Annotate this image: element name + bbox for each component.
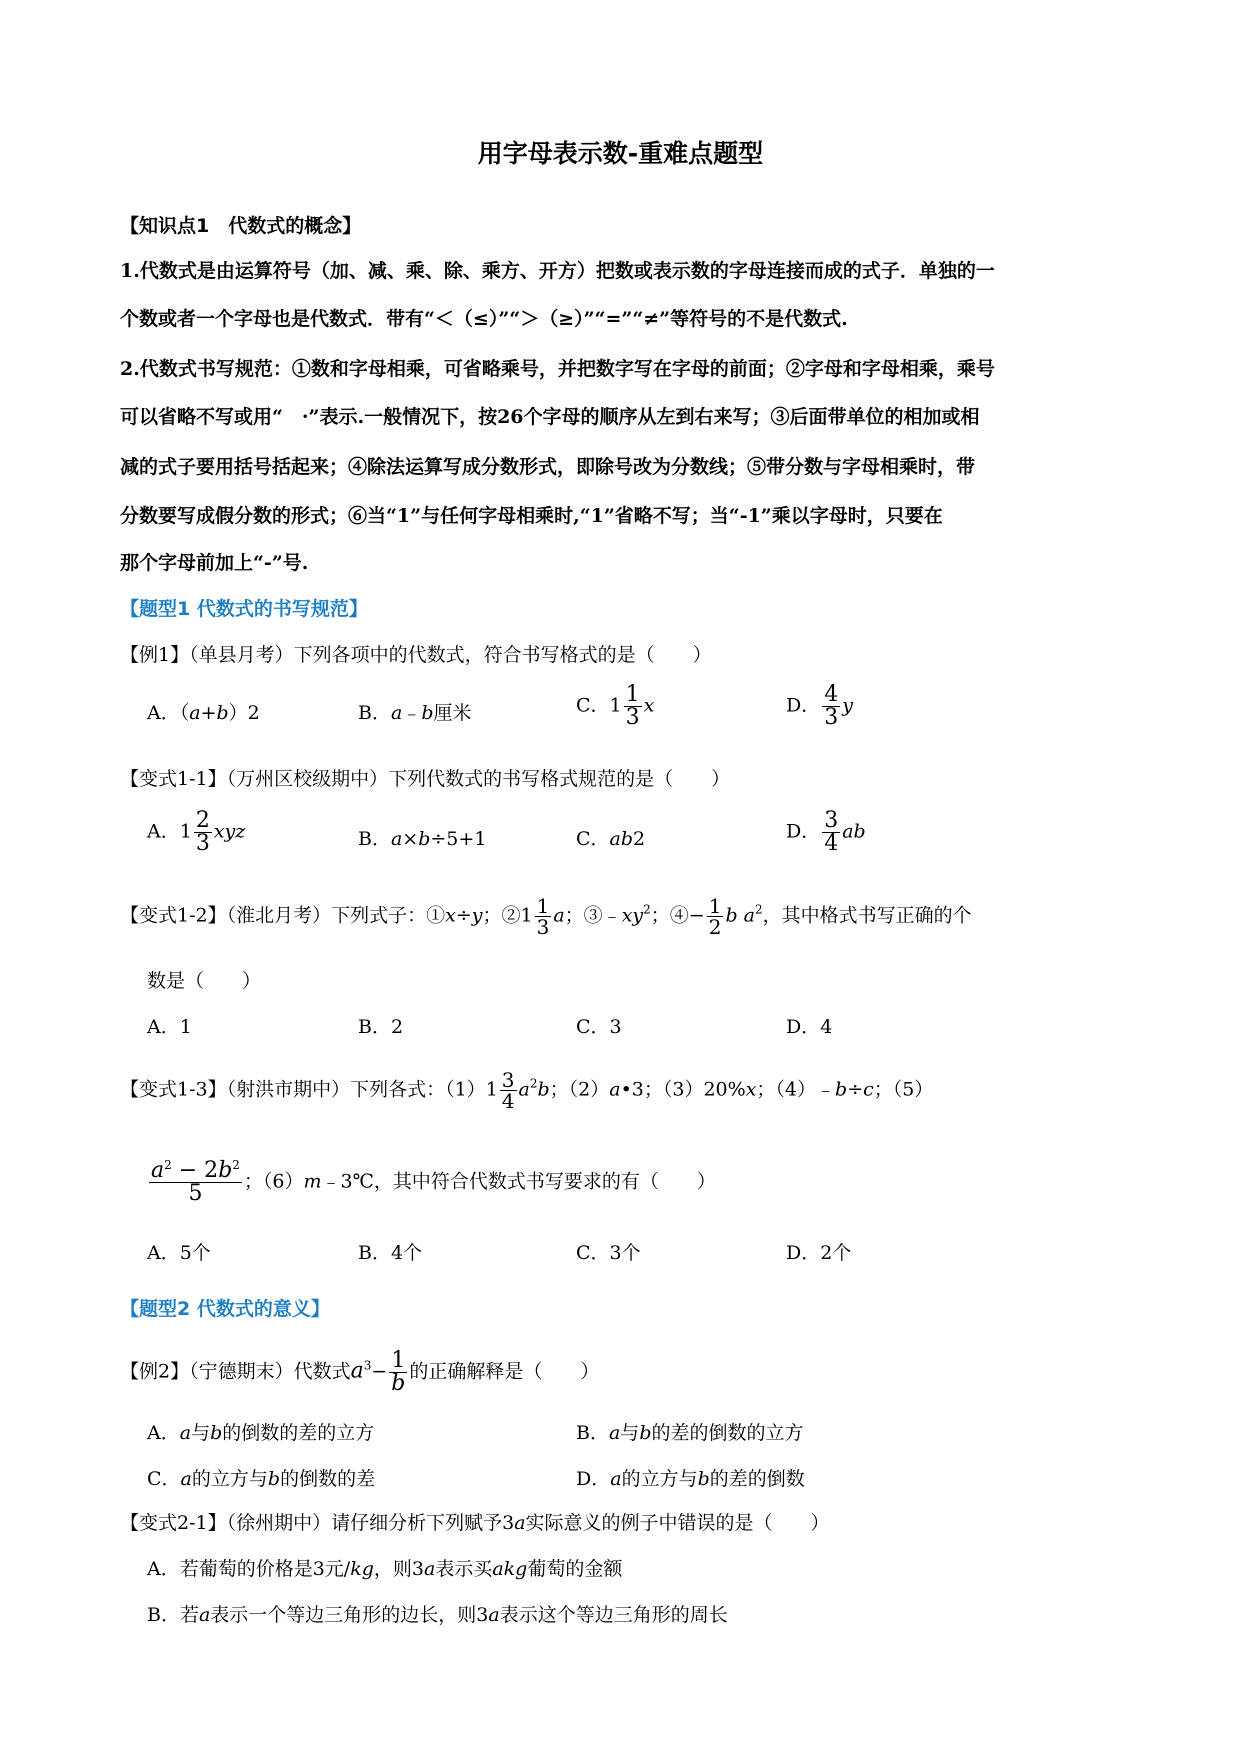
text: A．若葡萄的价格是3元/ — [147, 1558, 351, 1580]
option-label: D． — [786, 820, 821, 843]
option-label: B． — [358, 702, 391, 724]
text: ；② — [482, 904, 521, 927]
var: b — [639, 1422, 652, 1444]
text: 的倒数的差的立方 — [222, 1422, 375, 1444]
example1-option-d — [786, 684, 853, 729]
var: b — [418, 828, 431, 850]
variant13-stem-line2 — [147, 1160, 716, 1205]
variant12-option-d: D．4 — [786, 1016, 833, 1038]
text: B．若 — [147, 1604, 199, 1626]
var: a — [179, 1422, 192, 1444]
variant11-option-c — [576, 824, 645, 851]
option-label: D． — [786, 694, 821, 717]
option-label: A． — [147, 820, 180, 843]
fraction — [535, 896, 552, 937]
var: b — [218, 1158, 233, 1183]
knowledge-p1-line2: 个数或者一个字母也是代数式．带有“＜（≤）”“＞（≥）”“=”“≠”等符号的不是代数式. — [120, 308, 848, 330]
var: a — [610, 1468, 622, 1490]
fraction — [389, 1350, 407, 1395]
var: a — [350, 1358, 364, 1384]
text: ，其中格式书写正确的个 — [762, 904, 972, 927]
option-label: A． — [147, 1422, 180, 1444]
text: 【变式1-2】（淮北月考）下列式子：① — [120, 904, 446, 927]
variant11-stem: 【变式1-1】（万州区校级期中）下列代数式的书写格式规范的是（ ） — [120, 768, 731, 790]
text: 1 — [179, 820, 192, 843]
example1-option-b — [358, 698, 472, 725]
var: x — [745, 1078, 757, 1101]
text: 表示一个等边三角形的边长，则3 — [210, 1604, 489, 1626]
denominator: 5 — [188, 1181, 203, 1206]
text: ；（6） — [243, 1170, 304, 1193]
knowledge-p2-line2: 可以省略不写或用“ ·”表示.一般情况下，按26个字母的顺序从左到右来写；③后面带单位的相加或相 — [120, 406, 980, 428]
var: a — [743, 904, 755, 927]
numerator: 1 — [536, 894, 550, 918]
var: a — [553, 904, 565, 927]
var: y — [471, 904, 483, 927]
var: a — [198, 1604, 211, 1626]
var: x — [445, 904, 456, 927]
var: b — [210, 1422, 223, 1444]
text: 的立方与 — [621, 1468, 698, 1490]
var: akg — [492, 1558, 528, 1580]
var: x — [621, 904, 633, 927]
var: b — [835, 1078, 848, 1101]
fraction — [707, 896, 724, 937]
example2-option-c — [147, 1464, 375, 1491]
exponent: 2 — [755, 902, 763, 917]
option-label: C． — [576, 828, 610, 850]
denominator: b — [391, 1371, 406, 1396]
var: a — [189, 702, 201, 724]
text: 【变式2-1】（徐州期中）请仔细分析下列赋予3 — [120, 1512, 515, 1534]
option-label: C． — [147, 1468, 181, 1490]
text: ；（5） — [873, 1078, 934, 1101]
variant12-stem-line2: 数是（ ） — [147, 970, 262, 992]
numerator: 2 — [195, 808, 210, 833]
var: y — [632, 904, 644, 927]
text: 厘米 — [433, 702, 472, 724]
var: m — [303, 1170, 322, 1193]
fraction — [624, 684, 642, 729]
variant12-option-a: A．1 — [147, 1016, 192, 1038]
text: 2 — [633, 828, 646, 850]
var: b — [697, 1468, 710, 1490]
var: xyz — [213, 820, 246, 843]
knowledge-p2-line4: 分数要写成假分数的形式；⑥当“1”与任何字母相乘时,“1”省略不写；当“-1”乘以字母时，只要在 — [120, 505, 943, 527]
var: kg — [350, 1558, 374, 1580]
text: 的倒数的差 — [280, 1468, 376, 1490]
variant13-option-c: C．3个 — [576, 1242, 641, 1264]
knowledge-p1-line1: 1.代数式是由运算符号（加、减、乘、除、乘方、开方）把数或表示数的字母连接而成的式子．单独的一 — [120, 260, 995, 282]
variant11-option-d — [786, 810, 866, 855]
numerator: 3 — [501, 1068, 515, 1092]
text: ；（2） — [549, 1078, 610, 1101]
example2-option-b — [576, 1418, 804, 1445]
knowledge-p2-line3: 减的式子要用括号括起来；④除法运算写成分数形式，即除号改为分数线；⑤带分数与字母相乘时，带 — [120, 456, 976, 478]
example2-option-a — [147, 1418, 374, 1445]
type1-heading: 【题型1 代数式的书写规范】 — [120, 598, 368, 620]
var: a — [424, 1558, 436, 1580]
var: a — [608, 1422, 621, 1444]
exponent: 2 — [232, 1158, 240, 1172]
example1-option-a — [147, 698, 260, 725]
text: 的差的倒数 — [709, 1468, 805, 1490]
text: 表示这个等边三角形的周长 — [499, 1604, 728, 1626]
text: + — [200, 702, 217, 724]
text: ；（4）﹣ — [756, 1078, 836, 1101]
numerator: 1 — [625, 682, 640, 707]
variant12-stem — [120, 896, 972, 937]
text: − 2 — [171, 1158, 219, 1183]
text: ﹣3℃，其中符合代数式书写要求的有（ ） — [321, 1170, 716, 1193]
page-title: 用字母表示数-重难点题型 — [477, 139, 764, 168]
text: 表示买 — [435, 1558, 493, 1580]
var: b — [267, 1468, 281, 1490]
option-label: D． — [576, 1468, 611, 1490]
text: 1 — [520, 904, 533, 927]
text: − — [371, 1360, 388, 1383]
variant21-stem — [120, 1508, 830, 1535]
text: 实际意义的例子中错误的是（ ） — [525, 1512, 830, 1534]
denominator: 3 — [625, 705, 640, 730]
var: b — [537, 1078, 550, 1101]
variant13-option-d: D．2个 — [786, 1242, 852, 1264]
numerator: 1 — [389, 1350, 407, 1373]
text: ÷ — [455, 904, 472, 927]
text: ；④ — [650, 904, 689, 927]
text: ÷5+1 — [430, 828, 487, 850]
var: a — [514, 1512, 526, 1534]
variant11-option-a — [147, 810, 245, 855]
var: b — [725, 904, 738, 927]
variant11-option-b — [358, 824, 486, 851]
fraction — [822, 684, 840, 729]
text: ﹣ — [402, 702, 422, 724]
text: •3 — [620, 1078, 644, 1101]
type2-heading: 【题型2 代数式的意义】 — [120, 1298, 330, 1320]
variant21-option-b — [147, 1600, 728, 1627]
text: （ — [179, 702, 190, 724]
var: b — [421, 702, 434, 724]
text: 的正确解释是（ ） — [409, 1360, 600, 1383]
var: a — [609, 1078, 621, 1101]
variant13-stem — [120, 1070, 933, 1111]
numerator: 4 — [824, 682, 839, 707]
var: b — [216, 702, 229, 724]
text: 葡萄的金额 — [527, 1558, 623, 1580]
numerator: 3 — [824, 808, 839, 833]
knowledge-heading: 【知识点1 代数式的概念】 — [120, 215, 362, 237]
denominator: 2 — [708, 915, 722, 939]
text: ，则3 — [373, 1558, 424, 1580]
option-label: B． — [576, 1422, 609, 1444]
exponent: 2 — [643, 902, 651, 917]
text: ；（3）20% — [643, 1078, 746, 1101]
denominator: 4 — [824, 831, 839, 856]
text: 1 — [609, 694, 622, 717]
text: 【变式1-3】（射洪市期中）下列各式：（1） — [120, 1078, 486, 1101]
var: a — [151, 1158, 165, 1183]
fraction — [500, 1070, 517, 1111]
text: 【例2】（宁德期末）代数式 — [120, 1360, 351, 1383]
exponent: 2 — [164, 1158, 172, 1172]
exponent: 2 — [529, 1076, 538, 1091]
text: 1 — [485, 1078, 498, 1101]
exponent: 3 — [363, 1358, 372, 1373]
var: a — [488, 1604, 500, 1626]
knowledge-p2-line5: 那个字母前加上“-”号. — [120, 552, 309, 574]
example2-option-d — [576, 1464, 805, 1491]
variant13-option-a: A．5个 — [147, 1242, 211, 1264]
fraction — [194, 810, 212, 855]
var: a — [390, 828, 403, 850]
numerator — [149, 1160, 242, 1183]
example1-stem: 【例1】（单县月考）下列各项中的代数式，符合书写格式的是（ ） — [120, 644, 712, 666]
text: 与 — [191, 1422, 211, 1444]
denominator: 3 — [195, 831, 210, 856]
fraction — [149, 1160, 242, 1205]
option-label: A． — [147, 702, 180, 724]
var: a — [518, 1078, 530, 1101]
text: × — [402, 828, 419, 850]
variant21-option-a — [147, 1554, 622, 1581]
var: a — [390, 702, 403, 724]
variant12-option-b: B．2 — [358, 1016, 404, 1038]
variant13-option-b: B．4个 — [358, 1242, 423, 1264]
knowledge-p2-line1: 2.代数式书写规范：①数和字母相乘，可省略乘号，并把数字写在字母的前面；②字母和字母相乘，乘号 — [120, 358, 995, 380]
variant12-option-c: C．3 — [576, 1016, 622, 1038]
text: − — [688, 904, 705, 927]
text: 的差的倒数的立方 — [651, 1422, 804, 1444]
example1-option-c — [576, 684, 654, 729]
fraction — [822, 810, 840, 855]
text: ﹣ — [602, 904, 622, 927]
text: ÷ — [847, 1078, 864, 1101]
text: ）2 — [228, 702, 260, 724]
var: a — [180, 1468, 192, 1490]
denominator: 3 — [824, 705, 839, 730]
var: ab — [842, 820, 866, 843]
numerator: 1 — [708, 894, 722, 918]
denominator: 3 — [536, 915, 550, 939]
var: ab — [609, 828, 634, 850]
text: ；③ — [564, 904, 603, 927]
denominator: 4 — [501, 1089, 515, 1113]
var: y — [842, 694, 853, 717]
option-label: B． — [358, 828, 391, 850]
var: c — [863, 1078, 874, 1101]
example2-stem — [120, 1350, 599, 1395]
var: x — [643, 694, 655, 717]
text: 与 — [620, 1422, 640, 1444]
text: 的立方与 — [191, 1468, 268, 1490]
option-label: C． — [576, 694, 610, 717]
